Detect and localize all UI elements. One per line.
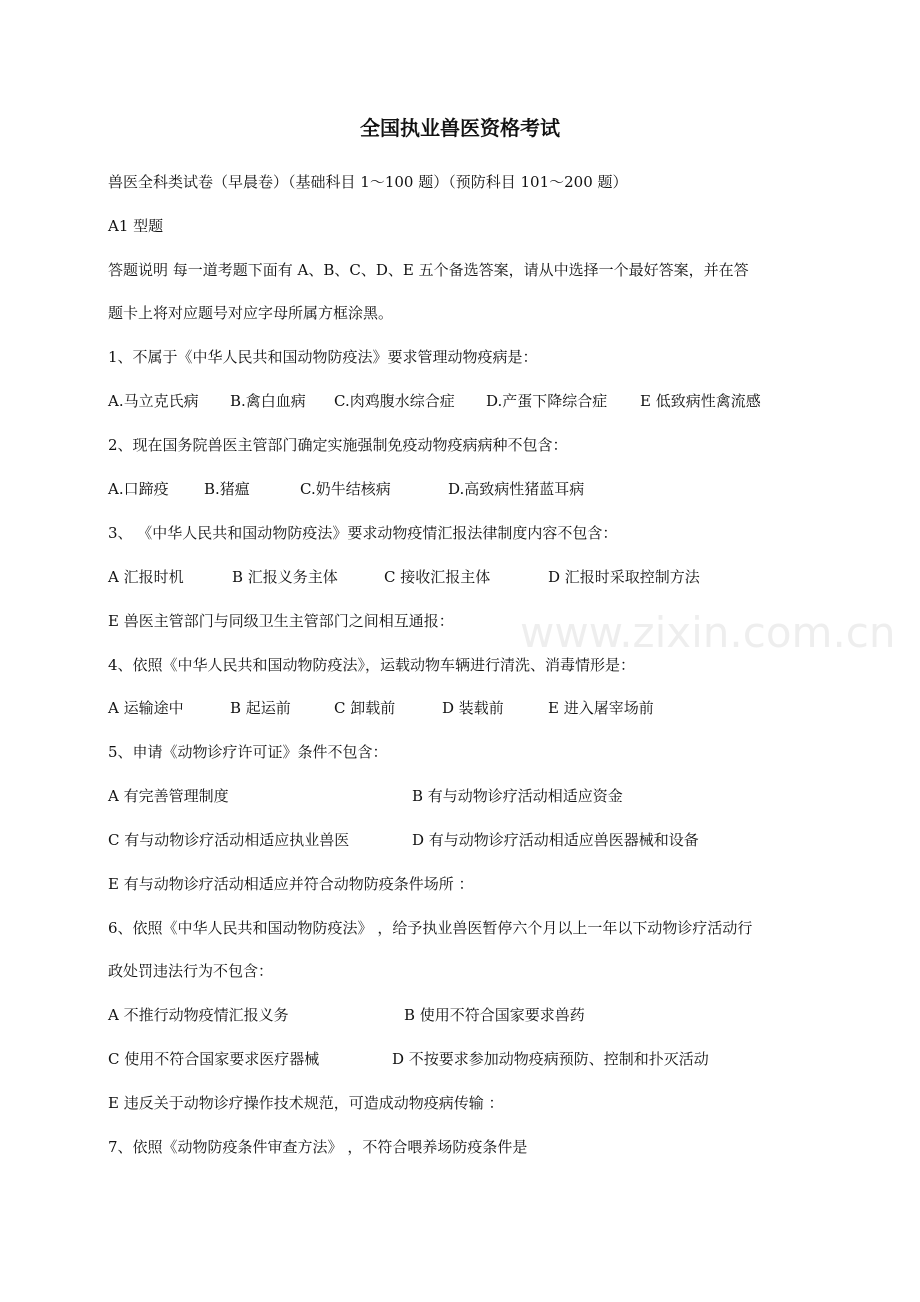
question-3-stem: 3、 《中华人民共和国动物防疫法》要求动物疫情汇报法律制度内容不包含：	[108, 524, 618, 542]
question-2-options	[108, 478, 808, 500]
question-5-option-a: A 有完善管理制度	[108, 787, 229, 805]
question-6-option-d: D 不按要求参加动物疫病预防、控制和扑灭活动	[392, 1050, 709, 1068]
question-6-option-b: B 使用不符合国家要求兽药	[404, 1006, 585, 1024]
question-6-stem-line-2: 政处罚违法行为不包含：	[108, 962, 274, 980]
question-1-option-d: D.产蛋下降综合症	[486, 392, 608, 410]
question-5-options-row-1	[108, 785, 808, 807]
question-1-option-e: E 低致病性禽流感	[640, 392, 761, 410]
question-3-option-e: E 兽医主管部门与同级卫生主管部门之间相互通报：	[108, 612, 454, 630]
page-title: 全国执业兽医资格考试	[360, 116, 560, 140]
question-1-option-c: C.肉鸡腹水综合症	[334, 392, 455, 410]
question-3-option-d: D 汇报时采取控制方法	[548, 568, 700, 586]
question-5-stem: 5、申请《动物诊疗许可证》条件不包含：	[108, 743, 388, 761]
question-2-option-c: C.奶牛结核病	[300, 480, 391, 498]
question-1-option-a: A.马立克氏病	[108, 392, 199, 410]
instructions-line-2: 题卡上将对应题号对应字母所属方框涂黑。	[108, 304, 394, 322]
question-4-option-b: B 起运前	[230, 699, 291, 717]
question-1-options	[108, 390, 808, 412]
question-4-option-e: E 进入屠宰场前	[548, 699, 654, 717]
question-4-options	[108, 697, 808, 719]
question-6-option-a: A 不推行动物疫情汇报义务	[108, 1006, 289, 1024]
question-3-options	[108, 566, 808, 588]
question-3-option-a: A 汇报时机	[108, 568, 184, 586]
question-5-options-row-2	[108, 829, 808, 851]
question-4-stem: 4、依照《中华人民共和国动物防疫法》，运载动物车辆进行清洗、消毒情形是：	[108, 656, 636, 674]
question-6-options-row-1	[108, 1004, 808, 1026]
question-7-stem: 7、依照《动物防疫条件审查方法》 ，不符合喂养场防疫条件是	[108, 1138, 528, 1156]
question-2-option-a: A.口蹄疫	[108, 480, 169, 498]
question-2-option-b: B.猪瘟	[204, 480, 250, 498]
question-5-option-e: E 有与动物诊疗活动相适应并符合动物防疫条件场所 ：	[108, 875, 474, 893]
question-3-option-b: B 汇报义务主体	[232, 568, 338, 586]
question-4-option-a: A 运输途中	[108, 699, 184, 717]
question-6-option-e: E 违反关于动物诊疗操作技术规范，可造成动物疫病传输 ：	[108, 1094, 504, 1112]
question-4-option-c: C 卸载前	[334, 699, 396, 717]
instructions-line-1: 答题说明 每一道考题下面有 A、B、C、D、E 五个备选答案，请从中选择一个最好答案，并在答	[108, 261, 749, 279]
question-6-options-row-2	[108, 1048, 808, 1070]
question-4-option-d: D 装载前	[442, 699, 504, 717]
question-5-option-b: B 有与动物诊疗活动相适应资金	[412, 787, 623, 805]
watermark: www.zixin.com.cn	[520, 608, 896, 657]
question-6-stem-line-1: 6、依照《中华人民共和国动物防疫法》 ，给予执业兽医暂停六个月以上一年以下动物诊疗活动行	[108, 919, 753, 937]
question-5-option-d: D 有与动物诊疗活动相适应兽医器械和设备	[412, 831, 699, 849]
question-1-option-b: B.禽白血病	[230, 392, 306, 410]
question-2-stem: 2、现在国务院兽医主管部门确定实施强制免疫动物疫病病种不包含：	[108, 436, 568, 454]
question-3-option-c: C 接收汇报主体	[384, 568, 491, 586]
question-6-option-c: C 使用不符合国家要求医疗器械	[108, 1050, 320, 1068]
question-2-option-d: D.高致病性猪蓝耳病	[448, 480, 585, 498]
question-5-option-c: C 有与动物诊疗活动相适应执业兽医	[108, 831, 350, 849]
section-heading: A1 型题	[108, 217, 164, 235]
question-1-stem: 1、不属于《中华人民共和国动物防疫法》要求管理动物疫病是：	[108, 348, 538, 366]
exam-subtitle: 兽医全科类试卷（早晨卷）（基础科目 1～100 题）（预防科目 101～200 题）	[108, 173, 628, 191]
